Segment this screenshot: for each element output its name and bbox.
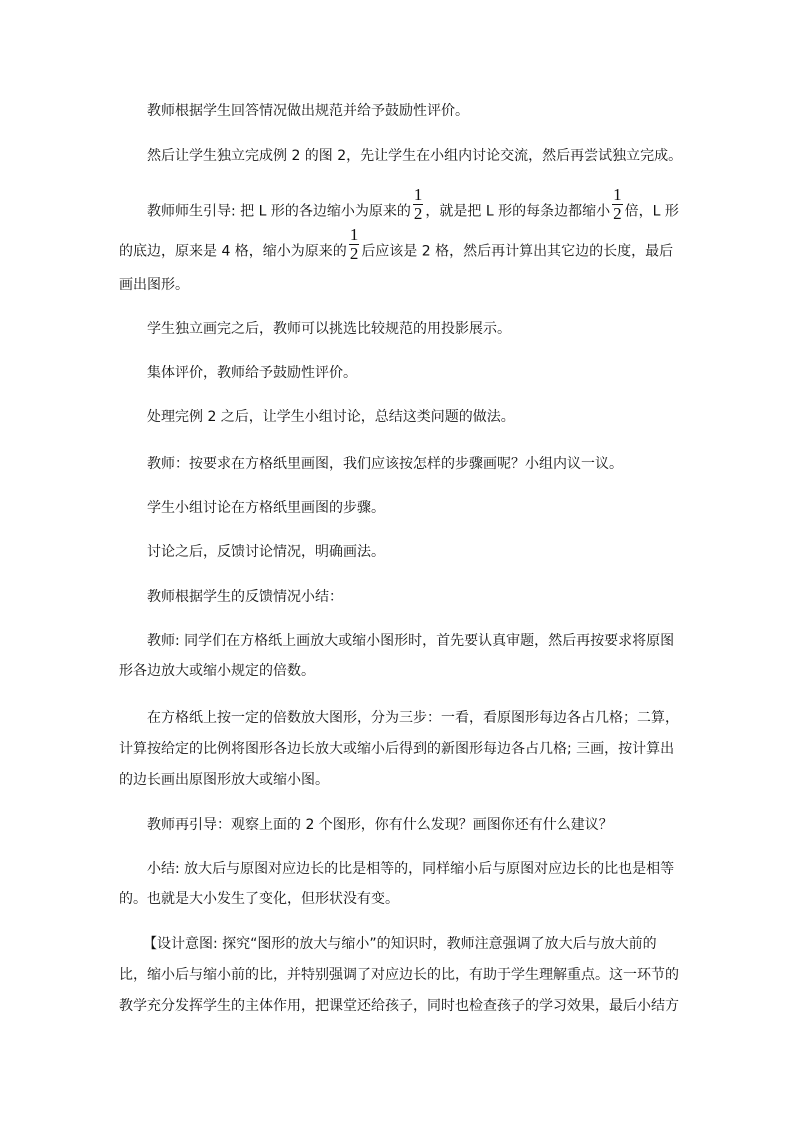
paragraph-three-steps-line-1: 在方格纸上按一定的倍数放大图形，分为三步：一看，看原图形每边各占几格；二算， [147, 710, 679, 726]
fraction-numerator: 1 [613, 185, 622, 204]
paragraph-teacher-question: 教师：按要求在方格纸里画图，我们应该按怎样的步骤画呢？小组内议一议。 [147, 456, 623, 472]
guidance-text-e: 后应该是 2 格，然后再计算出其它边的长度，最后 [361, 243, 674, 260]
paragraph-three-steps-line-3: 的边长画出原图形放大或缩小图。 [119, 772, 329, 788]
guidance-text-b: ，就是把 L 形的每条边都缩小 [425, 203, 611, 220]
paragraph-design-intent-line-1: 【设计意图: 探究“图形的放大与缩小”的知识时，教师注意强调了放大后与放大前的 [143, 936, 657, 952]
paragraph-teacher-summary: 教师根据学生的反馈情况小结： [147, 589, 343, 605]
paragraph-guidance-line-1 [147, 185, 717, 225]
paragraph-guidance-line-2 [119, 225, 689, 265]
paragraph-three-steps-line-2: 计算按给定的比例将图形各边长放大或缩小后得到的新图形每边各占几格; 三画，按计算出 [119, 741, 675, 757]
fraction-numerator: 1 [349, 225, 359, 244]
paragraph-projection: 学生独立画完之后，教师可以挑选比较规范的用投影展示。 [147, 321, 511, 337]
fraction-one-half [612, 186, 623, 223]
paragraph-teacher-reflection: 教师再引导：观察上面的 2 个图形，你有什么发现？画图你还有什么建议？ [147, 817, 613, 833]
paragraph-feedback: 讨论之后，反馈讨论情况，明确画法。 [147, 544, 385, 560]
paragraph-example-2: 然后让学生独立完成例 2 的图 2，先让学生在小组内讨论交流，然后再尝试独立完成。 [147, 148, 683, 164]
paragraph-teacher-feedback: 教师根据学生回答情况做出规范并给予鼓励性评价。 [147, 103, 469, 119]
fraction-numerator: 1 [413, 185, 423, 204]
paragraph-design-intent-line-2: 比，缩小后与缩小前的比，并特别强调了对应边长的比，有助于学生理解重点。这一环节的 [119, 967, 679, 983]
fraction-one-half [413, 186, 424, 223]
paragraph-summary-discussion: 处理完例 2 之后，让学生小组讨论，总结这类问题的做法。 [147, 409, 515, 425]
paragraph-guidance-line-3: 画出图形。 [119, 277, 189, 293]
fraction-denominator: 2 [349, 244, 359, 263]
paragraph-teacher-remark-line-1: 教师: 同学们在方格纸上画放大或缩小图形时，首先要认真审题，然后再按要求将原图 [147, 633, 675, 649]
guidance-text-c: 倍，L 形 [624, 203, 679, 220]
fraction-denominator: 2 [613, 204, 622, 223]
guidance-text-d: 的底边，原来是 4 格，缩小为原来的 [119, 243, 347, 260]
paragraph-design-intent-line-3: 教学充分发挥学生的主体作用，把课堂还给孩子，同时也检查孩子的学习效果，最后小结方 [119, 998, 679, 1014]
guidance-text-a: 教师师生引导: 把 L 形的各边缩小为原来的 [147, 203, 411, 220]
paragraph-teacher-remark-line-2: 形各边放大或缩小规定的倍数。 [119, 663, 315, 679]
paragraph-group-evaluation: 集体评价，教师给予鼓励性评价。 [147, 365, 357, 381]
paragraph-conclusion-line-2: 的。也就是大小发生了变化，但形状没有变。 [119, 891, 399, 907]
fraction-one-half [349, 226, 360, 263]
fraction-denominator: 2 [413, 204, 423, 223]
paragraph-group-steps: 学生小组讨论在方格纸里画图的步骤。 [147, 500, 385, 516]
paragraph-conclusion-line-1: 小结: 放大后与原图对应边长的比是相等的，同样缩小后与原图对应边长的比也是相等 [147, 861, 675, 877]
